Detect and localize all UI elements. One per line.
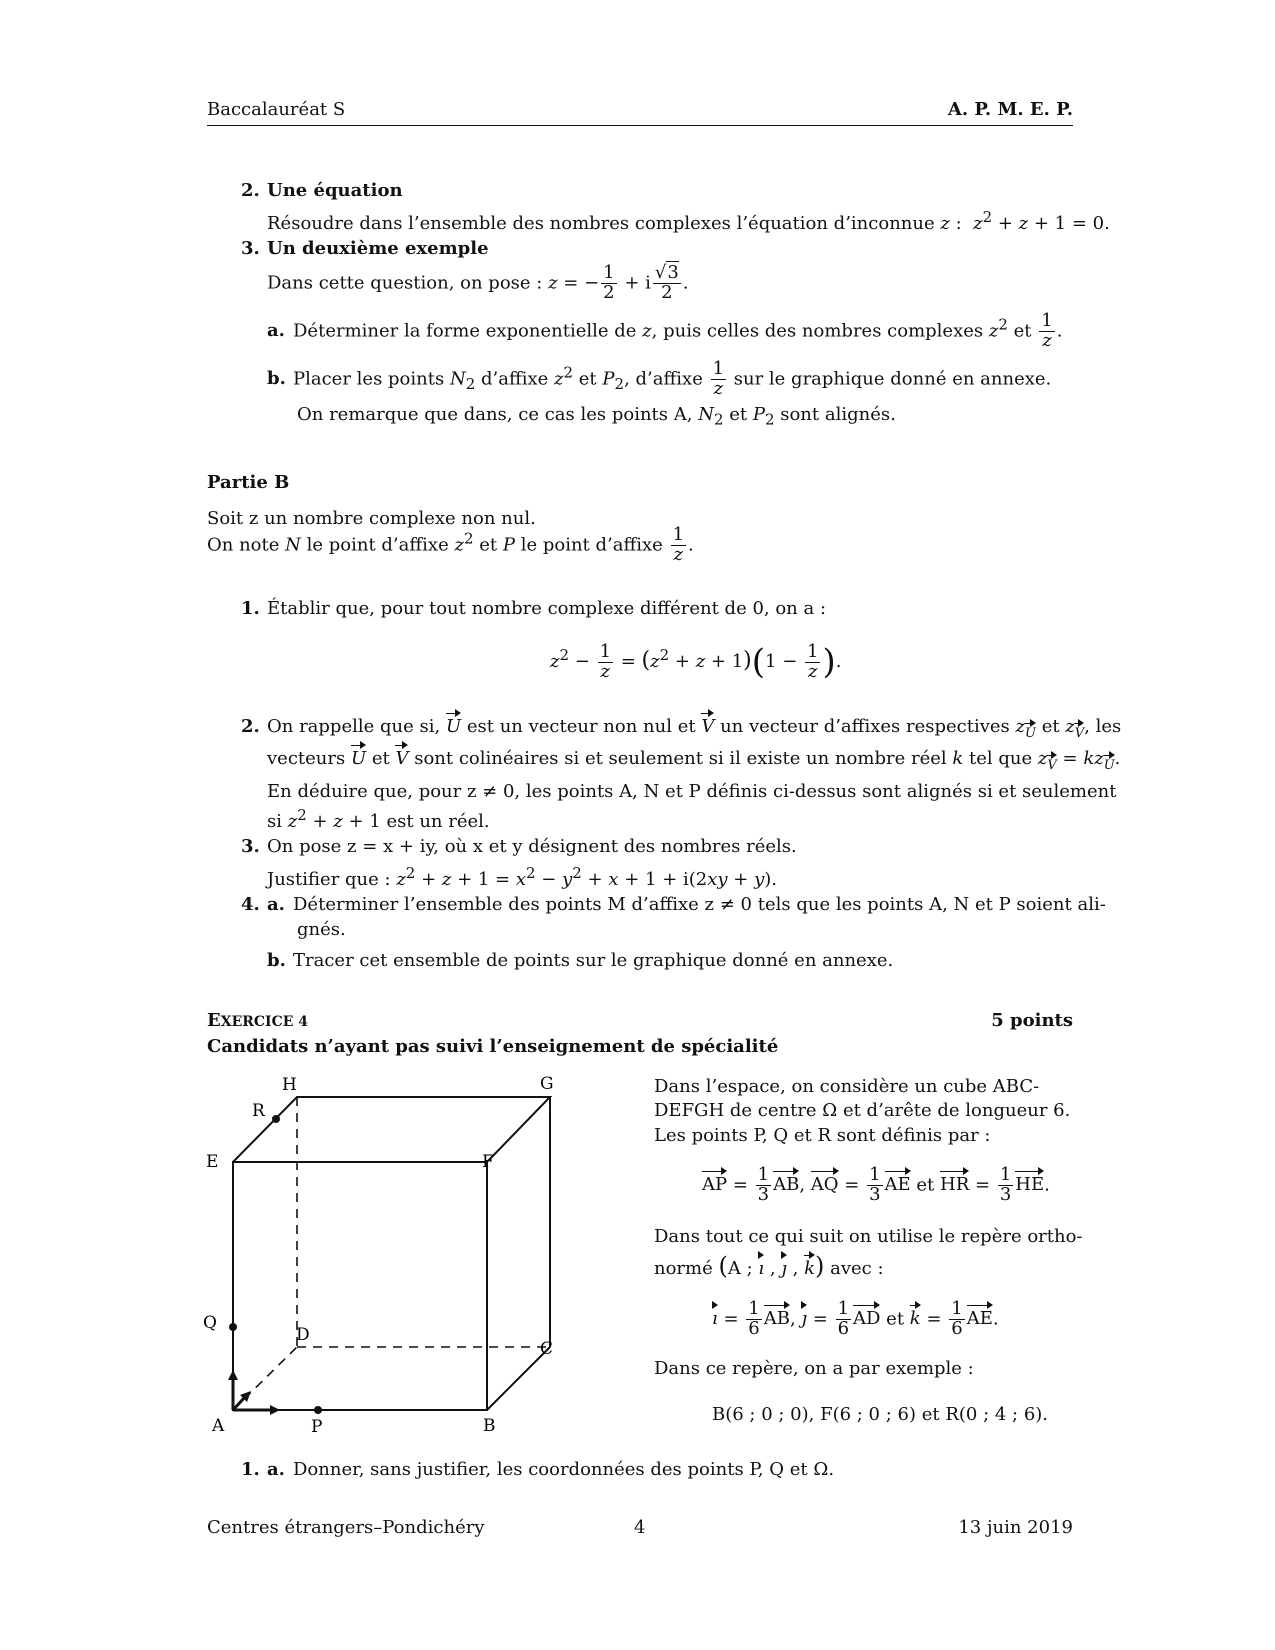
ex4-example: B(6 ; 0 ; 0), F(6 ; 0 ; 6) et R(0 ; 4 ; 6). [712, 1404, 1049, 1425]
partB-line2: On note N le point d’affixe $z^2$ et P le point d’affixe $\frac{1}{z}$ . [207, 524, 694, 565]
q3-intro: Dans cette question, on pose : z = − $\frac{1}{2}$ + i $\frac{√3}{2}$ . [267, 262, 689, 303]
ex4-def-pqr: AP = $\frac{1}{3}$ AB, AQ = $\frac{1}{3}$ AE et HR = $\frac{1}{3}$ HE. [702, 1164, 1050, 1205]
arrow-i-head [270, 1405, 280, 1415]
label-p: P [311, 1417, 323, 1437]
q2-text: Résoudre dans l’ensemble des nombres complexes l’équation d’inconnue z : $z^2 + z + 1 = 0$. [267, 208, 1110, 234]
header-right: A. P. M. E. P. [947, 99, 1073, 120]
partB-q4a: 4. a. Déterminer l’ensemble des points M d’affixe z ≠ 0 tels que les points A, N et P soient ali- [241, 894, 1106, 915]
q3-heading: 3. Un deuxième exemple [241, 238, 489, 259]
partB-q2-l1: 2. On rappelle que si, U est un vecteur non nul et V un vecteur d’affixes respectives $z_U$ et $z_V$, les [241, 710, 1121, 741]
partB-title: Partie B [207, 472, 290, 493]
partB-q3-l1: 3. On pose z = x + iy, où x et y désignent des nombres réels. [241, 836, 797, 857]
label-d: D [296, 1325, 310, 1345]
q3b: b. Placer les points $N_2$ d’affixe $z^2$ et $P_2$, d’affixe $\frac{1}{z}$ sur le graphique donné en annexe. [267, 358, 1052, 399]
partB-q3-l2: Justifier que : $z^2 + z + 1 = x^2 - y^2 + x + 1 + i(2xy + y)$. [267, 864, 778, 890]
top-face [233, 1097, 550, 1162]
partB-q4a-l2: gnés. [297, 919, 346, 940]
label-c: C [540, 1339, 554, 1359]
label-r: R [252, 1101, 265, 1121]
ex4-title: EXERCICE 4 [207, 1010, 309, 1031]
partB-q2-l4: si $z^2 + z + 1$ est un réel. [267, 806, 490, 832]
ex4-q1a: 1. a. Donner, sans justifier, les coordonnées des points P, Q et Ω. [241, 1459, 835, 1480]
label-a: A [212, 1416, 225, 1436]
ex4-p2: DEFGH de centre Ω et d’arête de longueur 6. [654, 1100, 1071, 1121]
point-p [314, 1406, 322, 1414]
ex4-p6: Dans ce repère, on a par exemple : [654, 1358, 974, 1379]
point-q [229, 1323, 237, 1331]
label-b: B [483, 1416, 496, 1436]
q3a: a. Déterminer la forme exponentielle de z, puis celles des nombres complexes $z^2$ et $\frac{1}{z}$ . [267, 310, 1063, 351]
q3b-remark: On remarque que dans, ce cas les points A, $N_2$ et $P_2$ sont alignés. [297, 404, 896, 429]
ex4-p1: Dans l’espace, on considère un cube ABC- [654, 1076, 1040, 1097]
label-f: F [482, 1152, 494, 1172]
ex4-basis-def: ı = $\frac{1}{6}$ AB, ȷ = $\frac{1}{6}$ AD et k = $\frac{1}{6}$ AE. [712, 1298, 999, 1339]
point-r [272, 1115, 280, 1123]
partB-q2-l3: En déduire que, pour z ≠ 0, les points A, N et P définis ci-dessus sont alignés si et seulement [267, 781, 1117, 802]
ex4-p3: Les points P, Q et R sont définis par : [654, 1125, 991, 1146]
label-g: G [540, 1074, 554, 1094]
ex4-points: 5 points [991, 1010, 1073, 1031]
partB-q4b: b. Tracer cet ensemble de points sur le graphique donné en annexe. [267, 950, 894, 971]
footer-right: 13 juin 2019 [958, 1517, 1073, 1538]
partB-q1: 1. Établir que, pour tout nombre complexe différent de 0, on a : [241, 598, 827, 619]
partB-q1-formula: $z^2$ − $\frac{1}{z}$ = $(z^2 + z + 1)(1$ − $\frac{1}{z}$ ). [550, 640, 842, 682]
footer-page: 4 [634, 1517, 646, 1538]
ex4-p4: Dans tout ce qui suit on utilise le repère ortho- [654, 1226, 1083, 1247]
cube-figure [200, 1065, 590, 1440]
partB-line1: Soit z un nombre complexe non nul. [207, 508, 536, 529]
ex4-subtitle: Candidats n’ayant pas suivi l’enseignement de spécialité [207, 1036, 779, 1057]
header-rule [207, 125, 1073, 126]
ex4-p5: normé (A ; ı , ȷ , k) avec : [654, 1252, 884, 1280]
label-q: Q [203, 1313, 217, 1333]
q2-heading: 2. Une équation [241, 180, 403, 201]
label-e: E [206, 1152, 219, 1172]
partB-q2-l2: vecteurs U et V sont colinéaires si et seulement si il existe un nombre réel k tel que $z_V = kz_U$. [267, 742, 1120, 773]
header-left: Baccalauréat S [207, 99, 346, 120]
footer-left: Centres étrangers–Pondichéry [207, 1517, 485, 1538]
label-h: H [282, 1075, 297, 1095]
arrow-k-head [228, 1370, 238, 1380]
